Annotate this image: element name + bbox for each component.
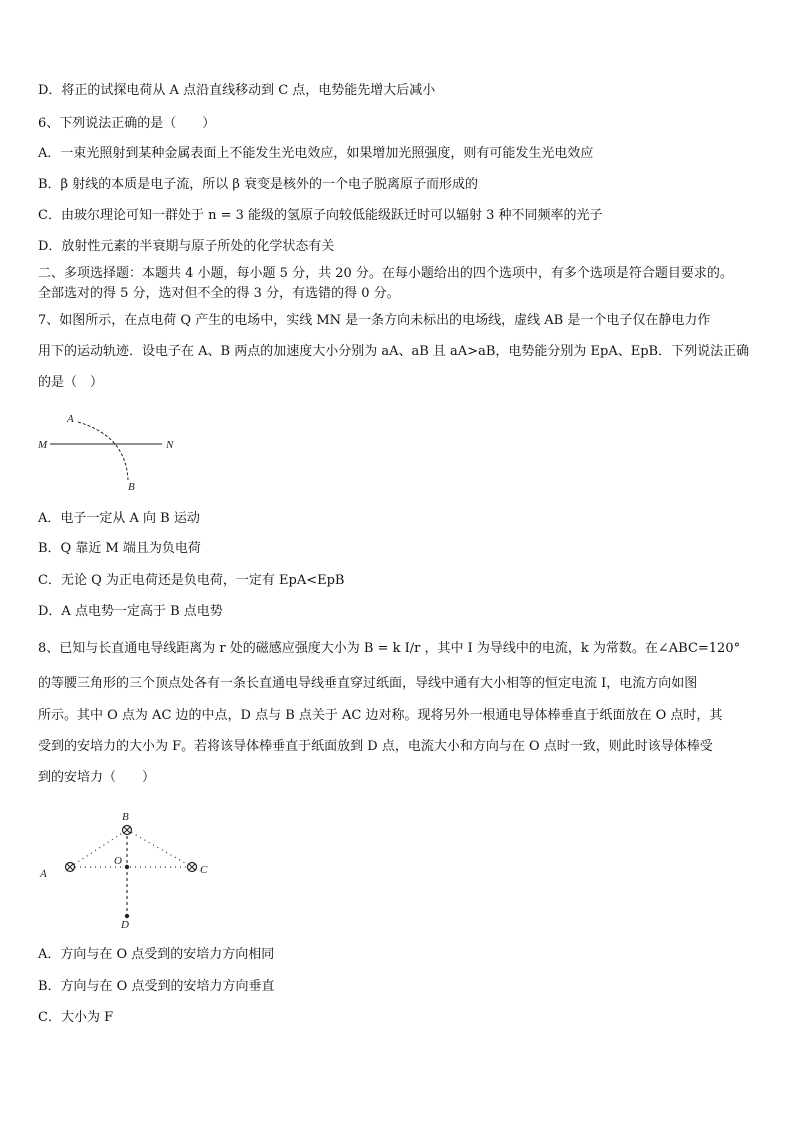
question-8-stem-2: 的等腰三角形的三个顶点处各有一条长直通电导线垂直穿过纸面，导线中通有大小相等的恒定电流 I，电流方向如图	[38, 676, 698, 691]
question-8-option-a: A．方向与在 O 点受到的安培力方向相同	[38, 947, 275, 962]
question-7-stem-2: 用下的运动轨迹．设电子在 A、B 两点的加速度大小分别为 aA、aB 且 aA>aB，电势能分别为 EpA、EpB．下列说法正确	[38, 344, 750, 359]
option-7d-prev: D．将正的试探电荷从 A 点沿直线移动到 C 点，电势能先增大后减小	[38, 83, 436, 98]
label-d: D	[121, 919, 129, 928]
label-b: B	[122, 811, 129, 823]
question-7-option-d: D．A 点电势一定高于 B 点电势	[38, 604, 223, 619]
question-7-option-b: B．Q 靠近 M 端且为负电荷	[38, 541, 201, 556]
point-o	[125, 865, 129, 869]
question-8-option-c: C．大小为 F	[38, 1010, 114, 1025]
wire-c	[188, 863, 197, 872]
side-bc	[127, 830, 192, 867]
question-6-option-b: B．β 射线的本质是电子流，所以 β 衰变是核外的一个电子脱离原子而形成的	[38, 177, 478, 192]
section-2-scoring: 全部选对的得 5 分，选对但不全的得 3 分，有选错的得 0 分。	[38, 286, 400, 301]
trajectory-ab	[78, 422, 128, 480]
label-o: O	[114, 855, 122, 867]
label-a: A	[40, 868, 47, 880]
question-8-option-b: B．方向与在 O 点受到的安培力方向垂直	[38, 979, 275, 994]
wire-a	[66, 863, 75, 872]
question-7-option-a: A．电子一定从 A 向 B 运动	[38, 511, 200, 526]
label-c: C	[200, 864, 208, 876]
question-7-stem-3: 的是（ ）	[38, 375, 104, 390]
electric-field-figure	[36, 408, 186, 494]
question-7-option-c: C．无论 Q 为正电荷还是负电荷，一定有 EpA<EpB	[38, 573, 345, 588]
label-a: A	[67, 413, 74, 425]
wire-b	[123, 826, 132, 835]
question-8-stem-5: 到的安培力（ ）	[38, 770, 156, 785]
label-m: M	[38, 439, 48, 451]
question-6-option-d: D．放射性元素的半衰期与原子所处的化学状态有关	[38, 239, 335, 254]
question-8-stem-3: 所示。其中 O 点为 AC 边的中点，D 点与 B 点关于 AC 边对称。现将另外一根通电导体棒垂直于纸面放在 O 点时，其	[38, 708, 723, 723]
label-n: N	[166, 439, 174, 451]
triangle-wires-figure	[34, 806, 224, 928]
question-8-stem-1: 8、已知与长直通电导线距离为 r 处的磁感应强度大小为 B = k I/r ，其中 I 为导线中的电流，k 为常数。在∠ABC=120°	[38, 641, 741, 656]
section-2-heading: 二、多项选择题：本题共 4 小题，每小题 5 分，共 20 分。在每小题给出的四个选项中，有多个选项是符合题目要求的。	[38, 266, 733, 281]
question-6-stem: 6、下列说法正确的是（ ）	[38, 116, 216, 131]
question-6-option-a: A．一束光照射到某种金属表面上不能发生光电效应，如果增加光照强度，则有可能发生光电效应	[38, 146, 594, 161]
label-b: B	[128, 481, 135, 493]
point-d	[125, 914, 129, 918]
question-6-option-c: C．由玻尔理论可知一群处于 n = 3 能级的氢原子向较低能级跃迁时可以辐射 3 种不同频率的光子	[38, 208, 603, 223]
question-7-stem-1: 7、如图所示，在点电荷 Q 产生的电场中，实线 MN 是一条方向未标出的电场线，虚线 AB 是一个电子仅在静电力作	[38, 313, 711, 328]
question-8-stem-4: 受到的安培力的大小为 F。若将该导体棒垂直于纸面放到 D 点，电流大小和方向与在 O 点时一致，则此时该导体棒受	[38, 739, 713, 754]
